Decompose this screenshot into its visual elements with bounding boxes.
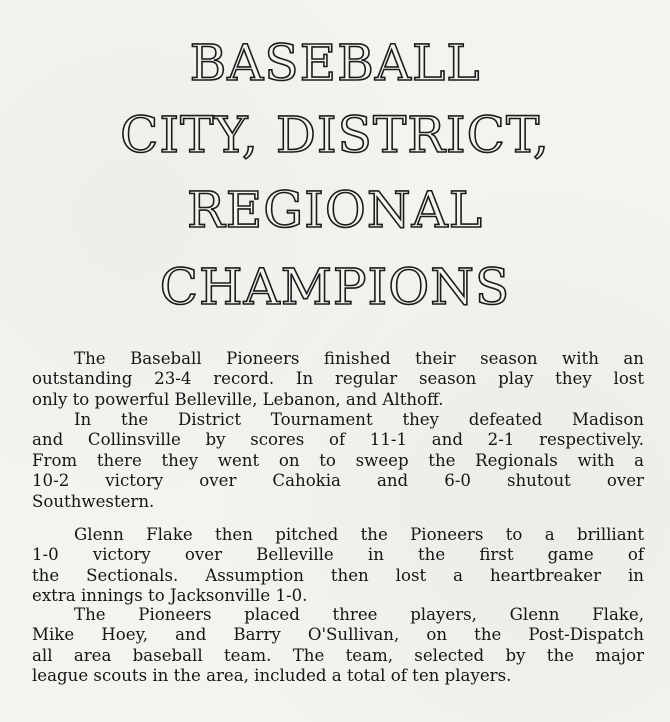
text-line: league scouts in the area, included a total of ten players. — [32, 666, 512, 686]
headline-line-1: BASEBALL — [189, 34, 481, 92]
headline-line-2: CITY, DISTRICT, — [120, 106, 550, 164]
text-line: 1-0 victory over Belleville in the first game of — [32, 545, 644, 565]
paragraph-sectionals — [32, 525, 644, 607]
headline-line-4: CHAMPIONS — [159, 258, 511, 316]
paragraph-all-area-team — [32, 605, 644, 687]
text-line: only to powerful Belleville, Lebanon, and Althoff. — [32, 389, 444, 409]
text-line: 10-2 victory over Cahokia and 6-0 shutout over — [32, 471, 644, 491]
text-line: The Pioneers placed three players, Glenn Flake, — [74, 605, 644, 624]
text-line: extra innings to Jacksonville 1-0. — [32, 586, 308, 606]
paragraph-district-regional — [32, 410, 644, 512]
text-line: outstanding 23-4 record. In regular season play they lost — [32, 369, 644, 389]
text-line: In the District Tournament they defeated Madison — [74, 410, 644, 429]
text-line: and Collinsville by scores of 11-1 and 2-1 respectively. — [32, 430, 644, 450]
text-line: Mike Hoey, and Barry O'Sullivan, on the Post-Dispatch — [32, 625, 644, 645]
text-line: Glenn Flake then pitched the Pioneers to a brilliant — [74, 525, 644, 544]
text-line: the Sectionals. Assumption then lost a heartbreaker in — [32, 565, 644, 585]
text-line: all area baseball team. The team, selected by the major — [32, 645, 644, 665]
text-line: From there they went on to sweep the Regionals with a — [32, 450, 644, 470]
headline-line-3: REGIONAL — [187, 181, 483, 239]
text-line: The Baseball Pioneers finished their season with an — [74, 349, 644, 368]
paragraph-season-record — [32, 349, 644, 410]
text-line: Southwestern. — [32, 491, 155, 511]
